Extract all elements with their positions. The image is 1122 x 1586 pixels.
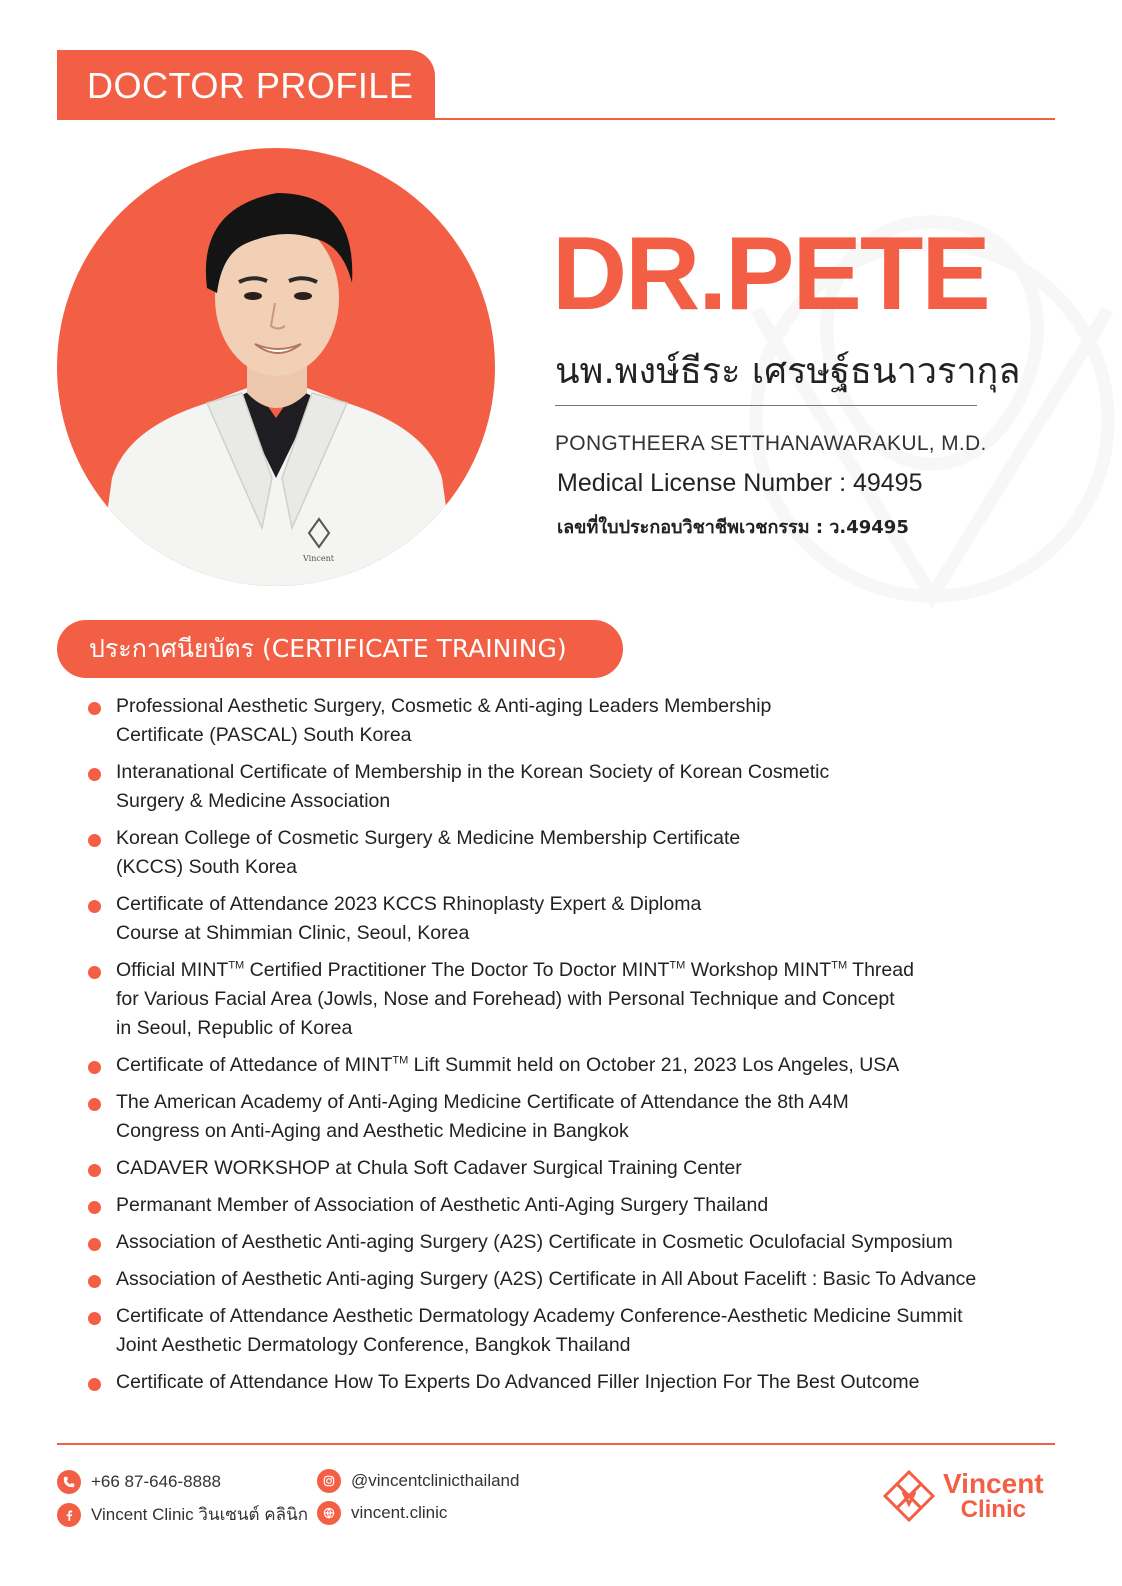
certificate-item <box>85 1302 1085 1360</box>
certificate-line: Certificate of Attendance 2023 KCCS Rhinoplasty Expert & Diploma <box>116 893 702 915</box>
certificate-line: (KCCS) South Korea <box>116 856 297 878</box>
certificate-line: Surgery & Medicine Association <box>116 790 391 812</box>
certificate-line: Association of Aesthetic Anti-aging Surgery (A2S) Certificate in All About Facelift : Basic To Advance <box>116 1268 977 1290</box>
bullet-dot-icon <box>88 1238 101 1251</box>
bullet-dot-icon <box>88 1164 101 1177</box>
certificate-item <box>85 1191 1085 1220</box>
certificate-line: Certificate of Attendance Aesthetic Dermatology Academy Conference-Aesthetic Medicine Summit <box>116 1305 963 1327</box>
header-divider <box>57 118 1055 120</box>
instagram-handle: @vincentclinicthailand <box>351 1471 520 1490</box>
bullet-dot-icon <box>88 1061 101 1074</box>
certificate-line: Association of Aesthetic Anti-aging Surgery (A2S) Certificate in Cosmetic Oculofacial Symposium <box>116 1231 953 1253</box>
certificate-line: Course at Shimmian Clinic, Seoul, Korea <box>116 922 470 944</box>
doctor-name: DR.PETE <box>552 216 989 332</box>
bullet-dot-icon <box>88 900 101 913</box>
instagram-icon <box>317 1469 341 1493</box>
certificate-line: Official MINT™ Certified Practitioner The Doctor To Doctor MINT™ Workshop MINT™ Thread <box>116 959 914 981</box>
bullet-dot-icon <box>88 1378 101 1391</box>
bullet-dot-icon <box>88 966 101 979</box>
bullet-dot-icon <box>88 1098 101 1111</box>
certificate-item <box>85 758 1085 816</box>
certificate-item <box>85 890 1085 948</box>
certificates-list <box>85 692 1085 1405</box>
certificate-line: Interanational Certificate of Membership in the Korean Society of Korean Cosmetic <box>116 761 830 783</box>
bullet-dot-icon <box>88 1201 101 1214</box>
certificate-item <box>85 1088 1085 1146</box>
certificate-line: Certificate of Attedance of MINT™ Lift Summit held on October 21, 2023 Los Angeles, USA <box>116 1054 900 1076</box>
certificates-heading: ประกาศนียบัตร (CERTIFICATE TRAINING) <box>57 620 623 678</box>
logo-line2: Clinic <box>960 1496 1026 1523</box>
certificate-item <box>85 1154 1085 1183</box>
vincent-logo-icon <box>881 1468 937 1524</box>
website-url: vincent.clinic <box>351 1503 448 1522</box>
bullet-dot-icon <box>88 1312 101 1325</box>
facebook-icon <box>57 1503 81 1527</box>
bullet-dot-icon <box>88 834 101 847</box>
phone-contact[interactable] <box>57 1470 221 1494</box>
certificate-item <box>85 1368 1085 1397</box>
bullet-dot-icon <box>88 702 101 715</box>
certificate-line: CADAVER WORKSHOP at Chula Soft Cadaver Surgical Training Center <box>116 1157 742 1179</box>
certificate-line: in Seoul, Republic of Korea <box>116 1017 353 1039</box>
doctor-portrait-icon <box>57 148 495 586</box>
certificate-item <box>85 1051 1085 1080</box>
medical-license: Medical License Number : 49495 <box>557 469 923 497</box>
phone-icon <box>57 1470 81 1494</box>
certificate-item <box>85 1228 1085 1257</box>
globe-icon <box>317 1501 341 1525</box>
certificate-line: Certificate of Attendance How To Experts Do Advanced Filler Injection For The Best Outcome <box>116 1371 920 1393</box>
bullet-dot-icon <box>88 1275 101 1288</box>
certificate-line: for Various Facial Area (Jowls, Nose and Forehead) with Personal Technique and Concept <box>116 988 895 1010</box>
certificate-item <box>85 692 1085 750</box>
certificate-line: Congress on Anti-Aging and Aesthetic Medicine in Bangkok <box>116 1120 629 1142</box>
certificate-item <box>85 824 1085 882</box>
certificate-line: Professional Aesthetic Surgery, Cosmetic & Anti-aging Leaders Membership <box>116 695 772 717</box>
bullet-dot-icon <box>88 768 101 781</box>
doctor-english-name: PONGTHEERA SETTHANAWARAKUL, M.D. <box>555 432 987 455</box>
certificate-line: Permanant Member of Association of Aesthetic Anti-Aging Surgery Thailand <box>116 1194 769 1216</box>
facebook-name: Vincent Clinic วินเซนต์ คลินิก <box>91 1505 309 1524</box>
certificate-line: Korean College of Cosmetic Surgery & Medicine Membership Certificate <box>116 827 741 849</box>
phone-number: +66 87-646-8888 <box>91 1472 221 1491</box>
website-contact[interactable] <box>317 1501 447 1525</box>
facebook-contact[interactable] <box>57 1501 308 1528</box>
header-title: DOCTOR PROFILE <box>57 50 435 120</box>
doctor-thai-name: นพ.พงษ์ธีระ เศรษฐ์ธนาวรากุล <box>555 351 1021 392</box>
clinic-logo <box>881 1468 1044 1524</box>
footer-divider <box>57 1443 1055 1445</box>
svg-text:Vincent: Vincent <box>303 554 334 563</box>
certificate-line: Certificate (PASCAL) South Korea <box>116 724 412 746</box>
certificate-line: Joint Aesthetic Dermatology Conference, Bangkok Thailand <box>116 1334 631 1356</box>
doctor-photo <box>57 148 495 586</box>
certificate-item <box>85 1265 1085 1294</box>
instagram-contact[interactable] <box>317 1469 519 1493</box>
name-divider <box>555 405 977 406</box>
logo-line1: Vincent <box>943 1468 1044 1499</box>
medical-license-thai: เลขที่ใบประกอบวิชาชีพเวชกรรม : ว.49495 <box>557 517 909 538</box>
certificate-item <box>85 956 1085 1043</box>
certificate-line: The American Academy of Anti-Aging Medicine Certificate of Attendance the 8th A4M <box>116 1091 849 1113</box>
